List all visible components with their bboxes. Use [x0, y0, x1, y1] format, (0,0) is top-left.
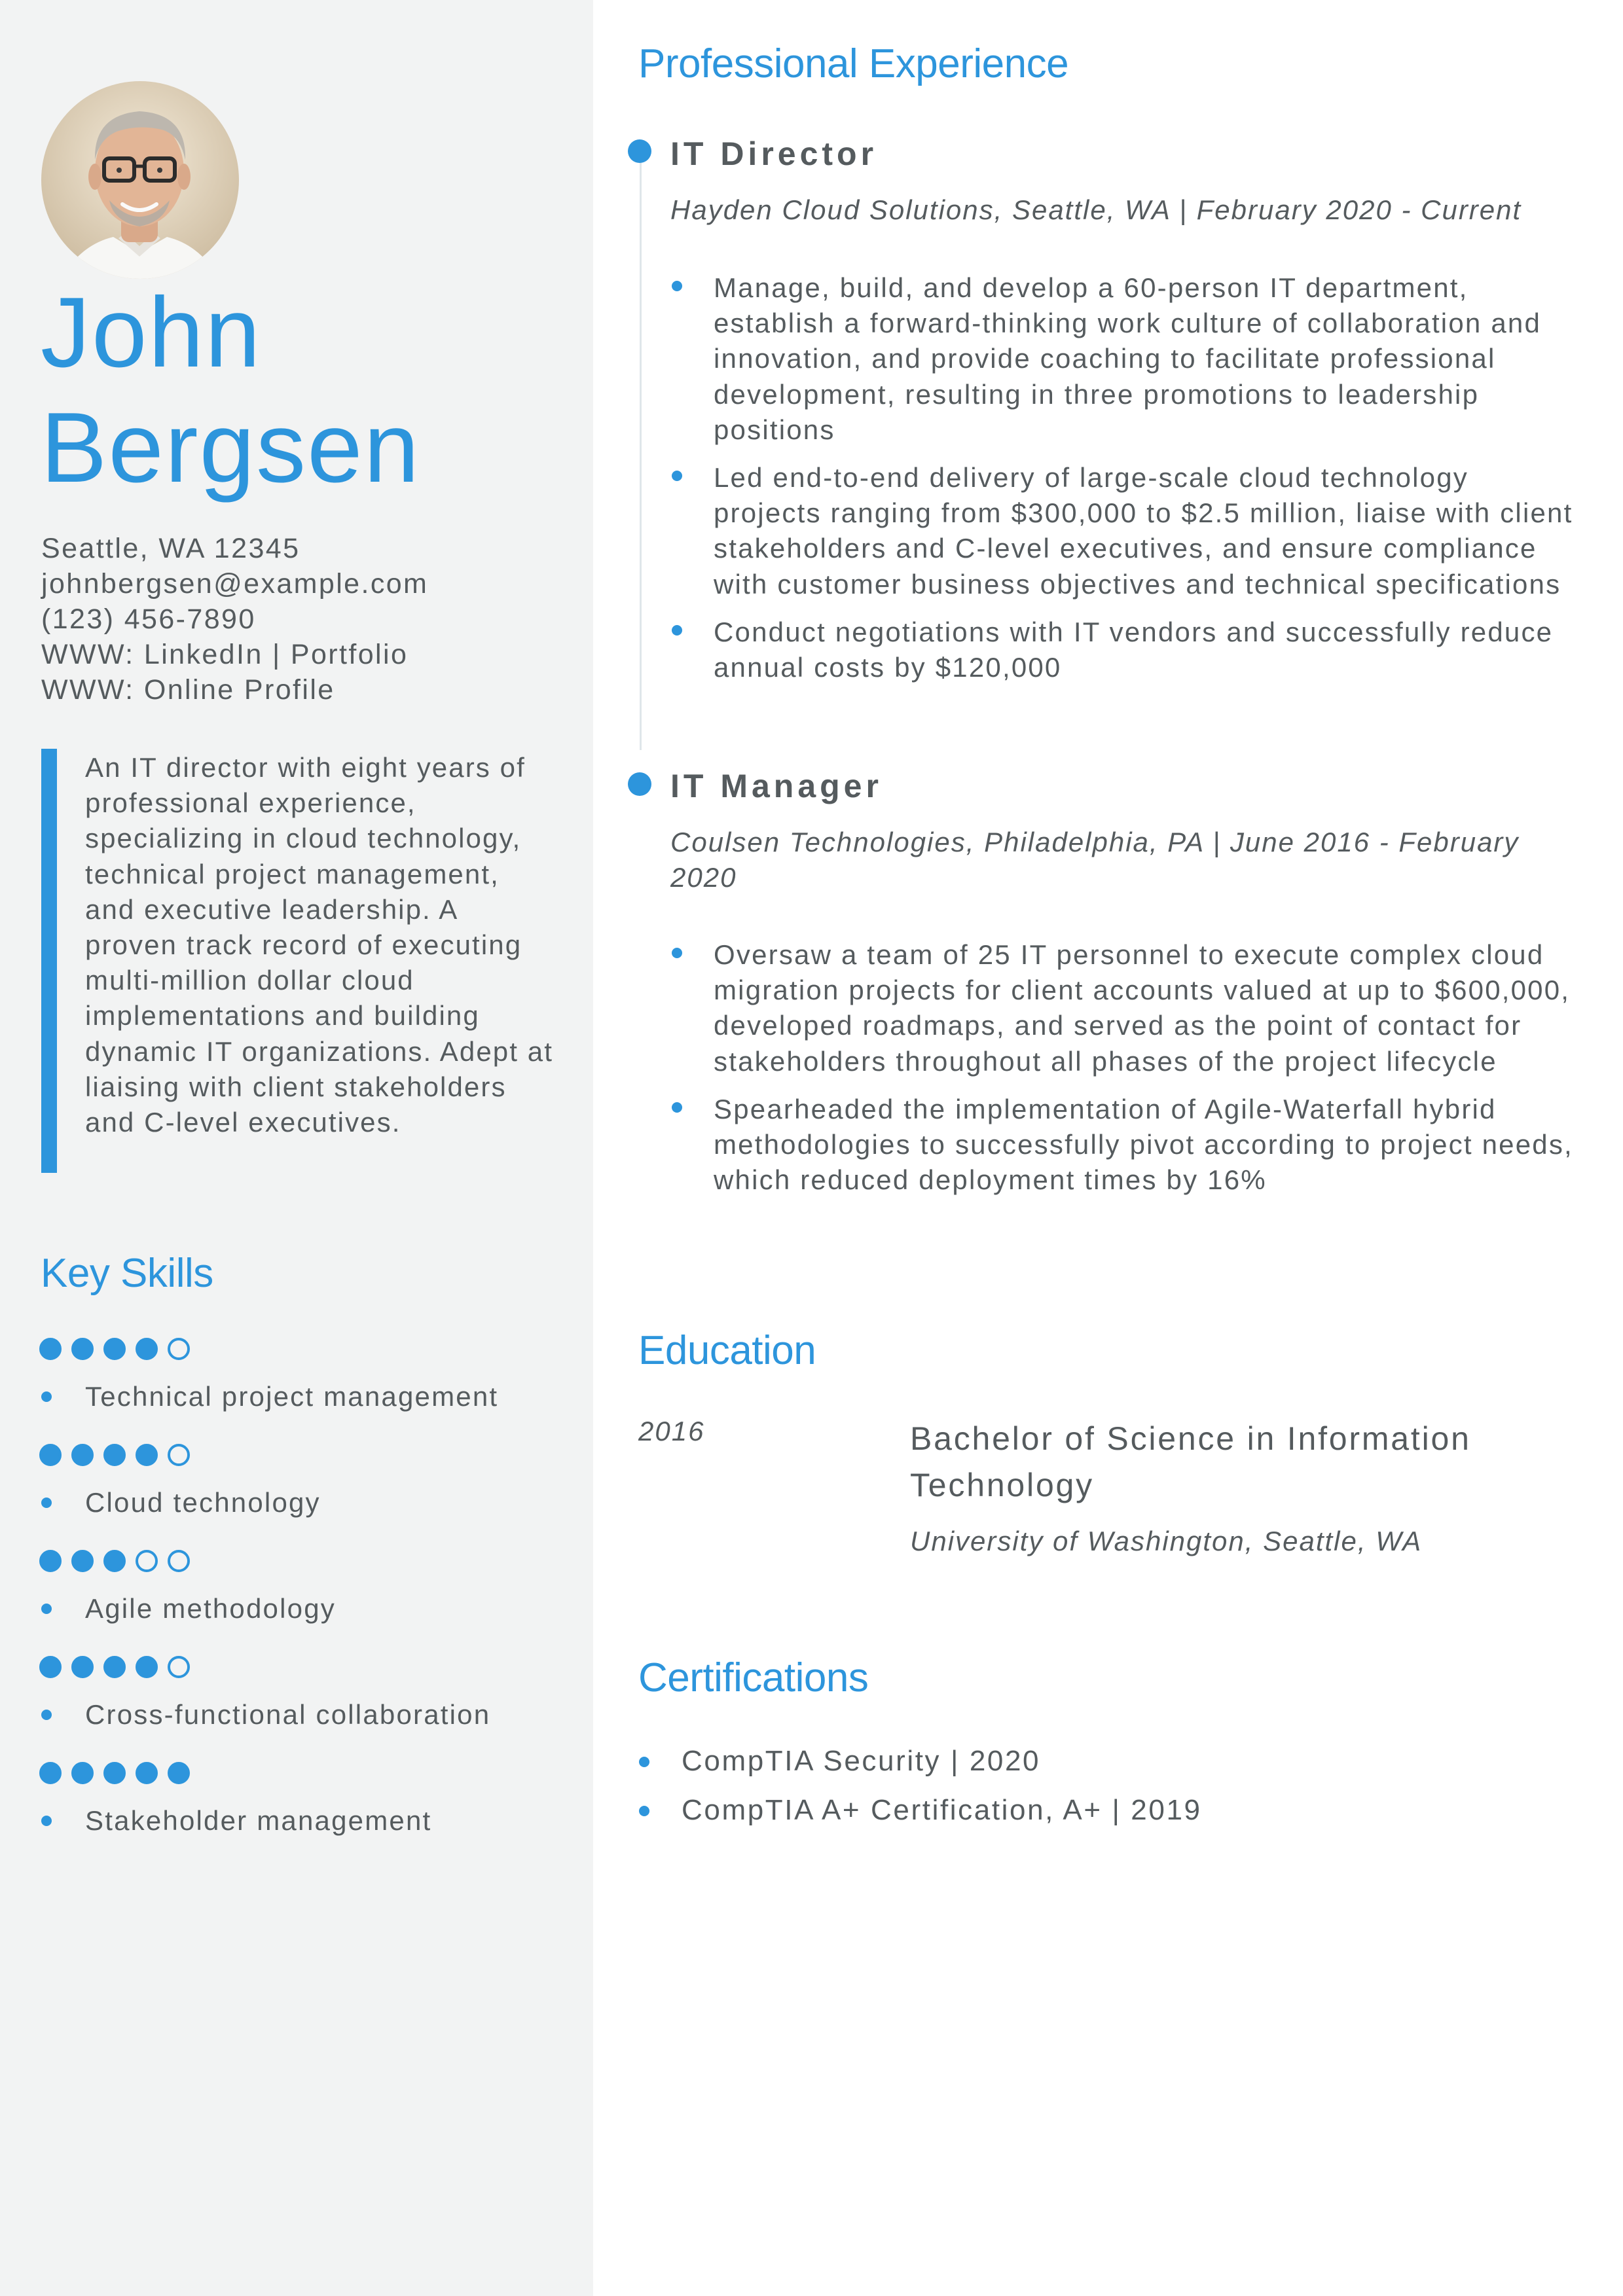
bullet-icon — [672, 281, 682, 291]
rating-dot-filled-icon — [136, 1762, 158, 1784]
address: Seattle, WA 12345 — [41, 533, 301, 564]
bullet-icon — [672, 471, 682, 481]
bullet-icon — [672, 625, 682, 636]
bullet-icon — [672, 948, 682, 958]
certification-item — [638, 1794, 1202, 1827]
rating-dot-filled-icon — [39, 1338, 62, 1360]
timeline-dot — [628, 772, 651, 796]
job-title: IT Director — [670, 135, 878, 172]
candidate-name — [41, 275, 577, 505]
profile-photo — [41, 81, 239, 279]
rating-dot-filled-icon — [71, 1338, 94, 1360]
skill-item — [39, 1762, 563, 1836]
certification-item — [638, 1745, 1040, 1778]
rating-dot-filled-icon — [71, 1762, 94, 1784]
list-item — [670, 270, 1580, 448]
skill-item — [39, 1338, 563, 1412]
education-degree: Bachelor of Science in Information Technology — [910, 1420, 1471, 1503]
bullet-icon — [639, 1757, 649, 1767]
skill-label: Technical project management — [85, 1381, 499, 1412]
list-item — [670, 615, 1580, 685]
timeline-dot — [628, 139, 651, 163]
skill-item — [39, 1444, 563, 1518]
rating-dot-filled-icon — [39, 1762, 62, 1784]
rating-dot-filled-icon — [103, 1550, 126, 1572]
rating-dot-filled-icon — [136, 1338, 158, 1360]
email[interactable]: johnbergsen@example.com — [41, 568, 429, 600]
skill-label: Stakeholder management — [85, 1805, 432, 1836]
job-bullets — [670, 270, 1580, 698]
education-school: University of Washington, Seattle, WA — [910, 1526, 1423, 1556]
rating-dot-filled-icon — [71, 1656, 94, 1678]
skill-label: Cloud technology — [85, 1487, 321, 1518]
skill-rating — [39, 1762, 563, 1788]
rating-dot-empty-icon — [168, 1550, 190, 1572]
web-links[interactable]: WWW: LinkedIn | Portfolio — [41, 639, 409, 670]
rating-dot-filled-icon — [71, 1550, 94, 1572]
rating-dot-empty-icon — [136, 1550, 158, 1572]
education-year: 2016 — [638, 1416, 705, 1446]
rating-dot-filled-icon — [103, 1338, 126, 1360]
list-item — [670, 1092, 1580, 1198]
phone[interactable]: (123) 456-7890 — [41, 603, 256, 635]
rating-dot-filled-icon — [103, 1762, 126, 1784]
bullet-icon — [672, 1102, 682, 1113]
bullet-icon — [41, 1498, 52, 1508]
rating-dot-filled-icon — [103, 1444, 126, 1466]
bullet-text: Conduct negotiations with IT vendors and successfully reduce annual costs by $120,000 — [714, 616, 1554, 683]
bullet-icon — [639, 1806, 649, 1816]
skill-label: Agile methodology — [85, 1593, 336, 1624]
rating-dot-filled-icon — [71, 1444, 94, 1466]
key-skills-heading: Key Skills — [41, 1251, 213, 1296]
skill-item — [39, 1550, 563, 1624]
rating-dot-empty-icon — [168, 1656, 190, 1678]
bullet-text: Oversaw a team of 25 IT personnel to execute complex cloud migration projects for client accounts valued at up to $600,000, developed roadmaps, and served as the point of contact for stakeholders throughout all phases of the project lifecycle — [714, 939, 1571, 1077]
certifications-heading: Certifications — [638, 1655, 869, 1700]
first-name: John — [41, 277, 262, 388]
bullet-icon — [41, 1710, 52, 1720]
summary-accent-bar — [41, 749, 57, 1173]
bullet-icon — [41, 1604, 52, 1614]
rating-dot-filled-icon — [136, 1444, 158, 1466]
contact-info — [41, 531, 578, 708]
rating-dot-filled-icon — [39, 1550, 62, 1572]
bullet-icon — [41, 1391, 52, 1402]
skill-label: Cross-functional collaboration — [85, 1699, 491, 1730]
timeline-line — [640, 152, 642, 750]
skill-rating — [39, 1444, 563, 1470]
list-item — [670, 937, 1580, 1079]
certification-text: CompTIA A+ Certification, A+ | 2019 — [682, 1794, 1202, 1826]
last-name: Bergsen — [41, 392, 421, 503]
skill-rating — [39, 1656, 563, 1682]
bullet-icon — [41, 1816, 52, 1826]
bullet-text: Manage, build, and develop a 60-person IT department, establish a forward-thinking work culture of collaboration and innovation, and provide coaching to facilitate professional development, resulting in three promotions to leadership positions — [714, 272, 1542, 445]
rating-dot-filled-icon — [39, 1444, 62, 1466]
skill-rating — [39, 1550, 563, 1576]
job-meta: Coulsen Technologies, Philadelphia, PA | June 2016 - February 2020 — [670, 827, 1520, 893]
bullet-text: Spearheaded the implementation of Agile-Waterfall hybrid methodologies to successfully pivot according to project needs, which reduced deployment times by 16% — [714, 1093, 1573, 1196]
skill-rating — [39, 1338, 563, 1364]
certification-text: CompTIA Security | 2020 — [682, 1745, 1041, 1777]
education-heading: Education — [638, 1328, 816, 1373]
bullet-text: Led end-to-end delivery of large-scale cloud technology projects ranging from $300,000 to $2.5 million, liaise with client stakeholders and C-level executives, and ensure compliance with customer business objectives and technical specifications — [714, 462, 1573, 600]
rating-dot-empty-icon — [168, 1444, 190, 1466]
rating-dot-empty-icon — [168, 1338, 190, 1360]
list-item — [670, 460, 1580, 602]
job-title: IT Manager — [670, 768, 883, 804]
job-meta: Hayden Cloud Solutions, Seattle, WA | February 2020 - Current — [670, 194, 1522, 225]
experience-heading: Professional Experience — [638, 41, 1069, 86]
summary-text: An IT director with eight years of professional experience, specializing in cloud technology, technical project management, and executive leadership. A proven track record of executing multi-million dollar cloud implementations and building dynamic IT organizations. Adept at liaising with client stakeholders and C-level executives. — [85, 752, 553, 1138]
skill-item — [39, 1656, 563, 1730]
rating-dot-filled-icon — [168, 1762, 190, 1784]
rating-dot-filled-icon — [103, 1656, 126, 1678]
rating-dot-filled-icon — [136, 1656, 158, 1678]
web-profile[interactable]: WWW: Online Profile — [41, 674, 335, 706]
rating-dot-filled-icon — [39, 1656, 62, 1678]
job-bullets — [670, 937, 1580, 1210]
